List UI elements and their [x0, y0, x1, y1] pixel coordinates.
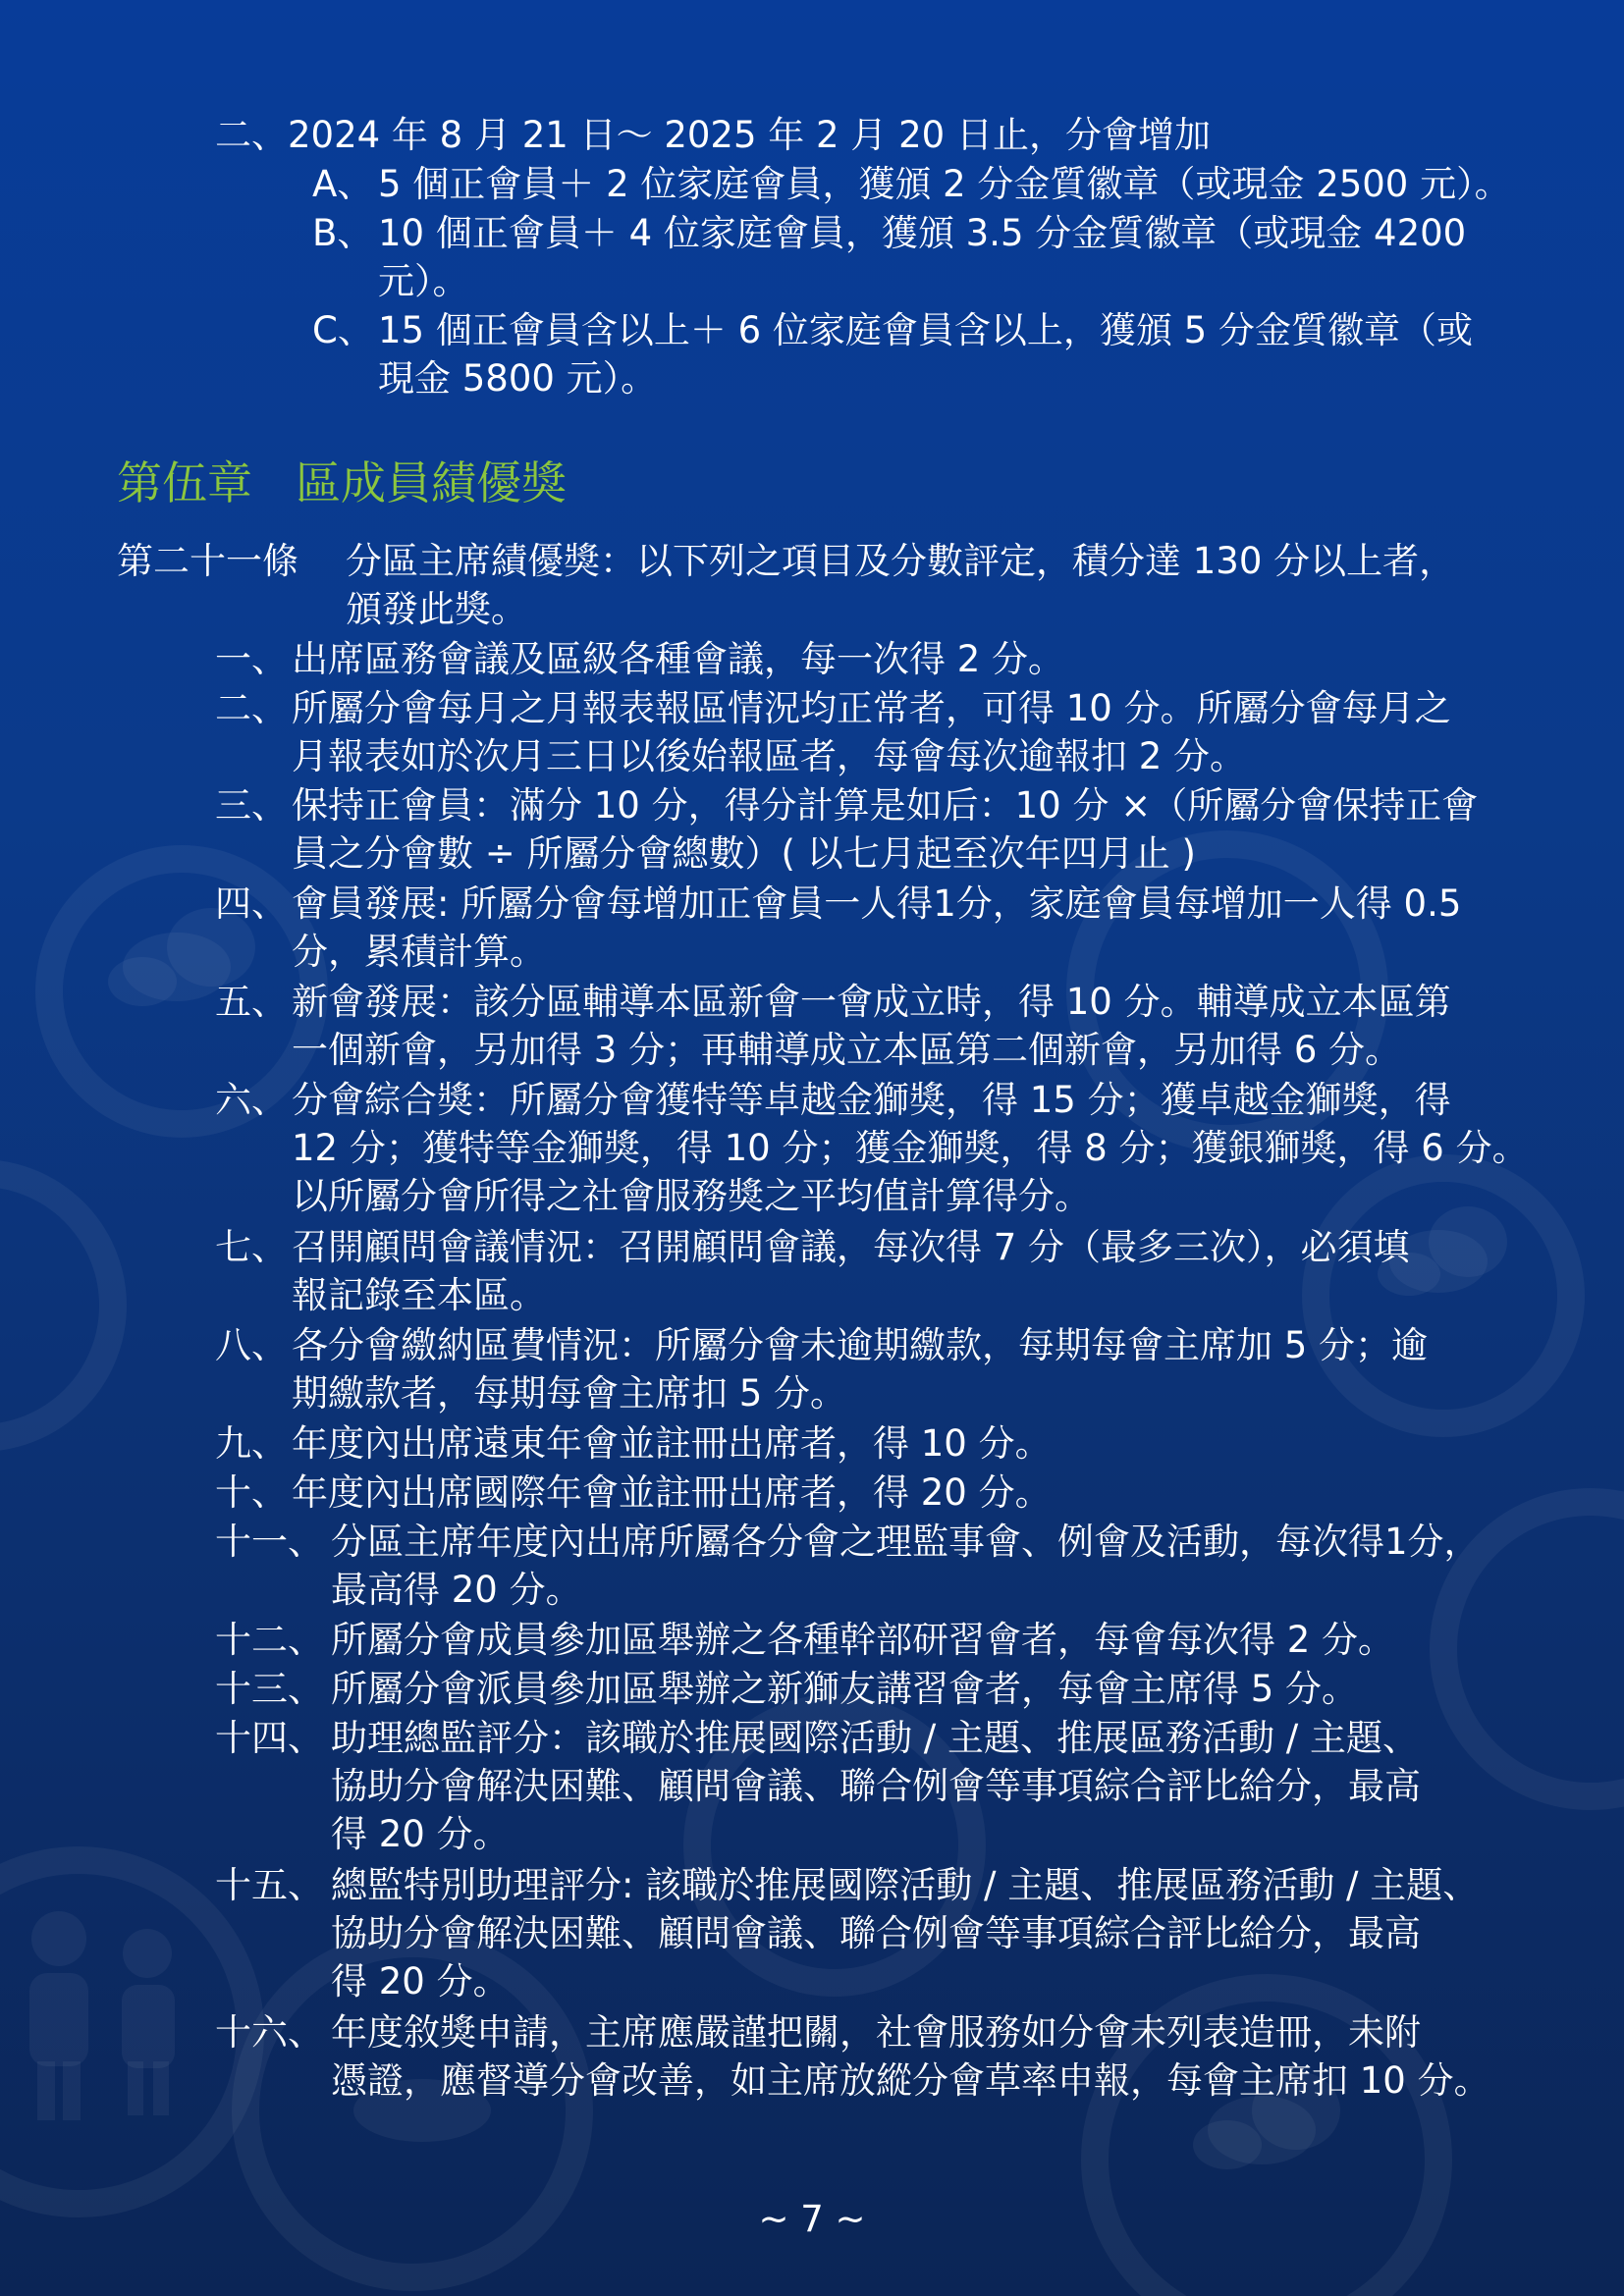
list-item-label: 三、: [215, 784, 288, 827]
list-item-label: 十五、: [215, 1864, 324, 1906]
list-item-text: 以所屬分會所得之社會服務獎之平均值計算得分。: [292, 1175, 1091, 1217]
intro-item-label: C、: [312, 309, 374, 351]
list-item-text: 12 分；獲特等金獅獎，得 10 分；獲金獅獎，得 8 分；獲銀獅獎，得 6 分。: [292, 1127, 1529, 1169]
intro-item-label: B、: [312, 212, 374, 254]
list-item-text: 新會發展：該分區輔導本區新會一會成立時，得 10 分。輔導成立本區第: [292, 981, 1451, 1023]
list-item-text: 協助分會解決困難、顧問會議、聯合例會等事項綜合評比給分，最高: [331, 1912, 1421, 1954]
list-item-text: 所屬分會每月之月報表報區情況均正常者，可得 10 分。所屬分會每月之: [292, 687, 1451, 729]
list-item-text: 總監特別助理評分: 該職於推展國際活動 / 主題、推展區務活動 / 主題、: [331, 1864, 1480, 1906]
list-item-label: 一、: [215, 638, 288, 680]
list-item-text: 分區主席年度內出席所屬各分會之理監事會、例會及活動，每次得1分，: [331, 1521, 1481, 1563]
list-item-text: 最高得 20 分。: [331, 1569, 582, 1611]
list-item-label: 十一、: [215, 1521, 324, 1563]
list-item-text: 員之分會數 ÷ 所屬分會總數）( 以七月起至次年四月止 ): [292, 832, 1196, 875]
intro-item-text: 10 個正會員＋ 4 位家庭會員，獲頒 3.5 分金質徽章（或現金 4200: [378, 212, 1467, 254]
list-item-label: 八、: [215, 1324, 288, 1366]
intro-item-text: 15 個正會員含以上＋ 6 位家庭會員含以上，獲頒 5 分金質徽章（或: [378, 309, 1473, 351]
list-item-text: 憑證，應督導分會改善，如主席放縱分會草率申報，每會主席扣 10 分。: [331, 2059, 1490, 2102]
article-text: 分區主席績優獎：以下列之項目及分數評定，積分達 130 分以上者，: [346, 540, 1456, 582]
list-item-text: 各分會繳納區費情況：所屬分會未逾期繳款，每期每會主席加 5 分；逾: [292, 1324, 1429, 1366]
intro-heading: 二、2024 年 8 月 21 日～ 2025 年 2 月 20 日止，分會增加: [215, 114, 1211, 156]
list-item-text: 所屬分會成員參加區舉辦之各種幹部研習會者，每會每次得 2 分。: [331, 1619, 1395, 1661]
list-item-label: 九、: [215, 1422, 288, 1465]
list-item-label: 二、: [215, 687, 288, 729]
chapter-heading: [117, 454, 567, 512]
article-text: 頒發此獎。: [346, 588, 527, 630]
list-item-text: 會員發展: 所屬分會每增加正會員一人得1分，家庭會員每增加一人得 0.5: [292, 882, 1462, 925]
intro-item-text: 5 個正會員＋ 2 位家庭會員，獲頒 2 分金質徽章（或現金 2500 元）。: [378, 163, 1511, 205]
list-item-label: 十三、: [215, 1668, 324, 1710]
page-number: ~ 7 ~: [758, 2198, 866, 2240]
chapter-number: 第伍章: [117, 456, 252, 509]
list-item-text: 保持正會員：滿分 10 分，得分計算是如后：10 分 ×（所屬分會保持正會: [292, 784, 1479, 827]
list-item-text: 一個新會，另加得 3 分；再輔導成立本區第二個新會，另加得 6 分。: [292, 1029, 1402, 1071]
list-item-label: 十、: [215, 1471, 288, 1514]
list-item-text: 得 20 分。: [331, 1813, 510, 1855]
list-item-label: 六、: [215, 1079, 288, 1121]
article-label: 第二十一條: [117, 540, 298, 582]
list-item-text: 召開顧問會議情況：召開顧問會議，每次得 7 分（最多三次），必須填: [292, 1226, 1410, 1268]
list-item-label: 十六、: [215, 2011, 324, 2054]
list-item-text: 助理總監評分：該職於推展國際活動 / 主題、推展區務活動 / 主題、: [331, 1717, 1419, 1759]
list-item-label: 五、: [215, 981, 288, 1023]
intro-item-text: 元）。: [378, 260, 469, 302]
list-item-text: 年度內出席國際年會並註冊出席者，得 20 分。: [292, 1471, 1052, 1514]
list-item-text: 協助分會解決困難、顧問會議、聯合例會等事項綜合評比給分，最高: [331, 1765, 1421, 1807]
list-item-text: 出席區務會議及區級各種會議，每一次得 2 分。: [292, 638, 1065, 680]
list-item-text: 月報表如於次月三日以後始報區者，每會每次逾報扣 2 分。: [292, 735, 1247, 777]
intro-item-text: 現金 5800 元）。: [378, 357, 658, 400]
list-item-text: 所屬分會派員參加區舉辦之新獅友講習會者，每會主席得 5 分。: [331, 1668, 1359, 1710]
list-item-text: 分，累積計算。: [292, 931, 546, 973]
list-item-text: 年度內出席遠東年會並註冊出席者，得 10 分。: [292, 1422, 1052, 1465]
list-item-label: 十四、: [215, 1717, 324, 1759]
list-item-label: 七、: [215, 1226, 288, 1268]
list-item-text: 分會綜合獎：所屬分會獲特等卓越金獅獎，得 15 分；獲卓越金獅獎，得: [292, 1079, 1451, 1121]
list-item-text: 年度敘獎申請，主席應嚴謹把關，社會服務如分會未列表造冊，未附: [331, 2011, 1421, 2054]
list-item-label: 十二、: [215, 1619, 324, 1661]
intro-item-label: A、: [312, 163, 374, 205]
list-item-label: 四、: [215, 882, 288, 925]
list-item-text: 得 20 分。: [331, 1960, 510, 2002]
list-item-text: 報記錄至本區。: [292, 1274, 546, 1316]
list-item-text: 期繳款者，每期每會主席扣 5 分。: [292, 1372, 847, 1415]
chapter-title: 區成員績優獎: [296, 456, 567, 509]
